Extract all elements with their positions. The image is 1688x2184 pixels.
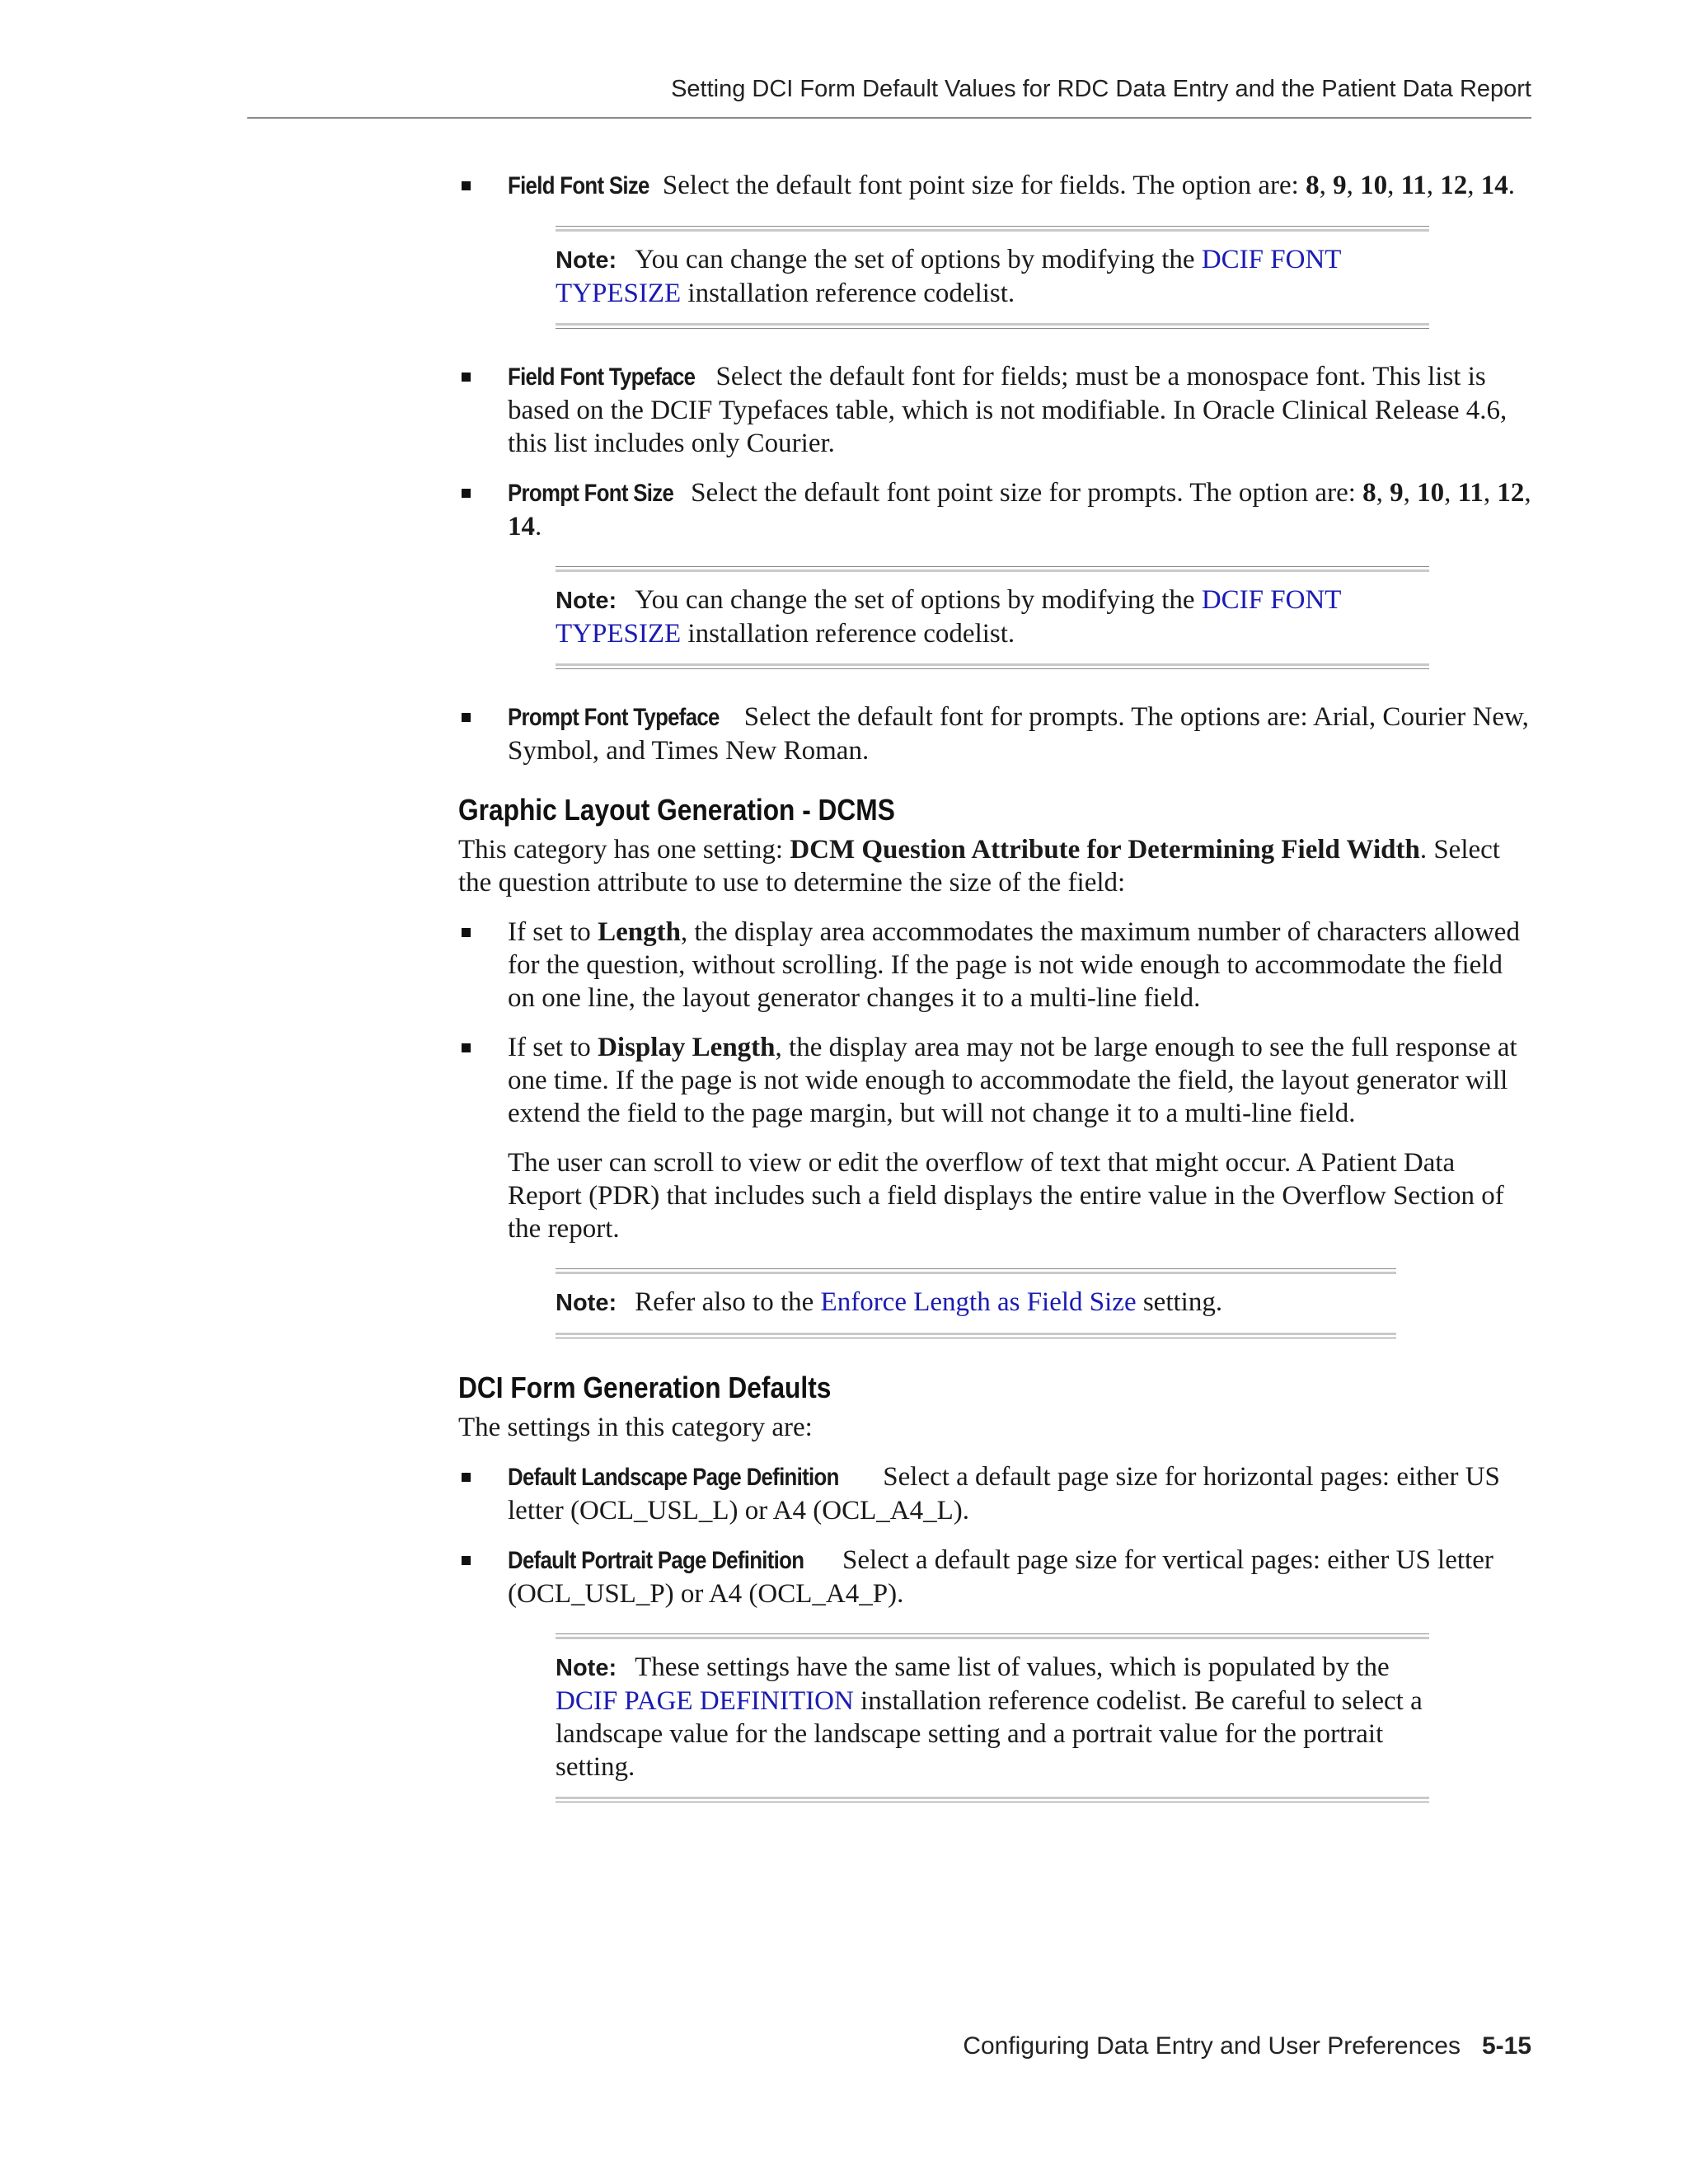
term-landscape: Default Landscape Page Definition: [508, 1464, 839, 1491]
list-item-landscape: Default Landscape Page Definition Select a default page size for horizontal pages: either US letter (OCL_USL_L) or A4 (OCL_A4_L).: [458, 1460, 1531, 1527]
heading-graphic-layout-generation: Graphic Layout Generation - DCMS: [458, 793, 895, 827]
term-field-font-size: Field Font Size: [508, 172, 649, 199]
intro-paragraph: This category has one setting: DCM Question Attribute for Determining Field Width. Select the question attribute to use to determine the size of the field:: [458, 835, 1500, 898]
term-portrait: Default Portrait Page Definition: [508, 1547, 804, 1574]
intro-paragraph: The settings in this category are:: [458, 1413, 813, 1442]
main-content: [458, 169, 1531, 1834]
chapter-title: Configuring Data Entry and User Preferences: [963, 2032, 1461, 2060]
bullet-square-icon: [462, 1473, 471, 1482]
bullet-square-icon: [462, 181, 471, 190]
note-box: Note: Refer also to the Enforce Length as Field Size setting.: [556, 1268, 1396, 1338]
page-number: 5-15: [1481, 2032, 1531, 2060]
link-enforce-length[interactable]: Enforce Length as Field Size: [820, 1287, 1137, 1317]
bullet-square-icon: [462, 373, 471, 382]
bullet-square-icon: [462, 1556, 471, 1565]
page-header: [247, 76, 1531, 119]
term-prompt-font-typeface: Prompt Font Typeface: [508, 704, 720, 731]
bullet-square-icon: [462, 713, 471, 722]
note-box: Note: You can change the set of options by modifying the DCIF FONT TYPESIZE installation reference codelist.: [556, 226, 1429, 329]
list-item-field-font-size: Field Font Size Select the default font point size for fields. The option are: 8, 9, 10, 11, 12, 14.: [458, 169, 1531, 203]
bullet-square-icon: [462, 489, 471, 498]
list-item-field-font-typeface: Field Font Typeface Select the default font for fields; must be a monospace font. This list is based on the DCIF Typefaces table, which is not modifiable. In Oracle Clinical Release 4.6, this list includes only Courier.: [458, 360, 1531, 460]
bullet-square-icon: [462, 1043, 471, 1052]
overflow-paragraph: The user can scroll to view or edit the overflow of text that might occur. A Patient Data Report (PDR) that includes such a field displays the entire value in the Overflow Section of the report.: [508, 1148, 1504, 1244]
bullet-square-icon: [462, 928, 471, 937]
term-prompt-font-size: Prompt Font Size: [508, 480, 674, 507]
link-dcif-font-typesize[interactable]: DCIF FONT TYPESIZE: [556, 585, 1341, 649]
list-item-prompt-font-size: Prompt Font Size Select the default font point size for prompts. The option are: 8, 9, 10, 11, 12, 14.: [458, 476, 1531, 543]
term-field-font-typeface: Field Font Typeface: [508, 363, 696, 391]
note-box: Note: These settings have the same list of values, which is populated by the DCIF PAGE DEFINITION installation reference codelist. Be careful to select a landscape value for the landscape setting and a portrait value for the portrait setting.: [556, 1633, 1429, 1802]
page-footer: [963, 2032, 1531, 2060]
link-dcif-page-definition[interactable]: DCIF PAGE DEFINITION: [556, 1686, 854, 1716]
list-item-prompt-font-typeface: Prompt Font Typeface Select the default font for prompts. The options are: Arial, Courier New, Symbol, and Times New Roman.: [458, 701, 1531, 767]
list-item-display-length: If set to Display Length, the display area may not be large enough to see the full response at one time. If the page is not wide enough to accommodate the field, the layout generator will extend the field to the page margin, but will not change it to a multi-line field.: [458, 1031, 1531, 1130]
list-item-length: If set to Length, the display area accommodates the maximum number of characters allowed for the question, without scrolling. If the page is not wide enough to accommodate the field on one line, the layout generator changes it to a multi-line field.: [458, 916, 1531, 1015]
heading-dci-form-generation: DCI Form Generation Defaults: [458, 1371, 832, 1404]
running-title: Setting DCI Form Default Values for RDC Data Entry and the Patient Data Report: [671, 76, 1531, 102]
list-item-portrait: Default Portrait Page Definition Select a default page size for vertical pages: either US letter (OCL_USL_P) or A4 (OCL_A4_P).: [458, 1544, 1531, 1610]
link-dcif-font-typesize[interactable]: DCIF FONT TYPESIZE: [556, 245, 1341, 308]
note-box: Note: You can change the set of options by modifying the DCIF FONT TYPESIZE installation reference codelist.: [556, 566, 1429, 669]
